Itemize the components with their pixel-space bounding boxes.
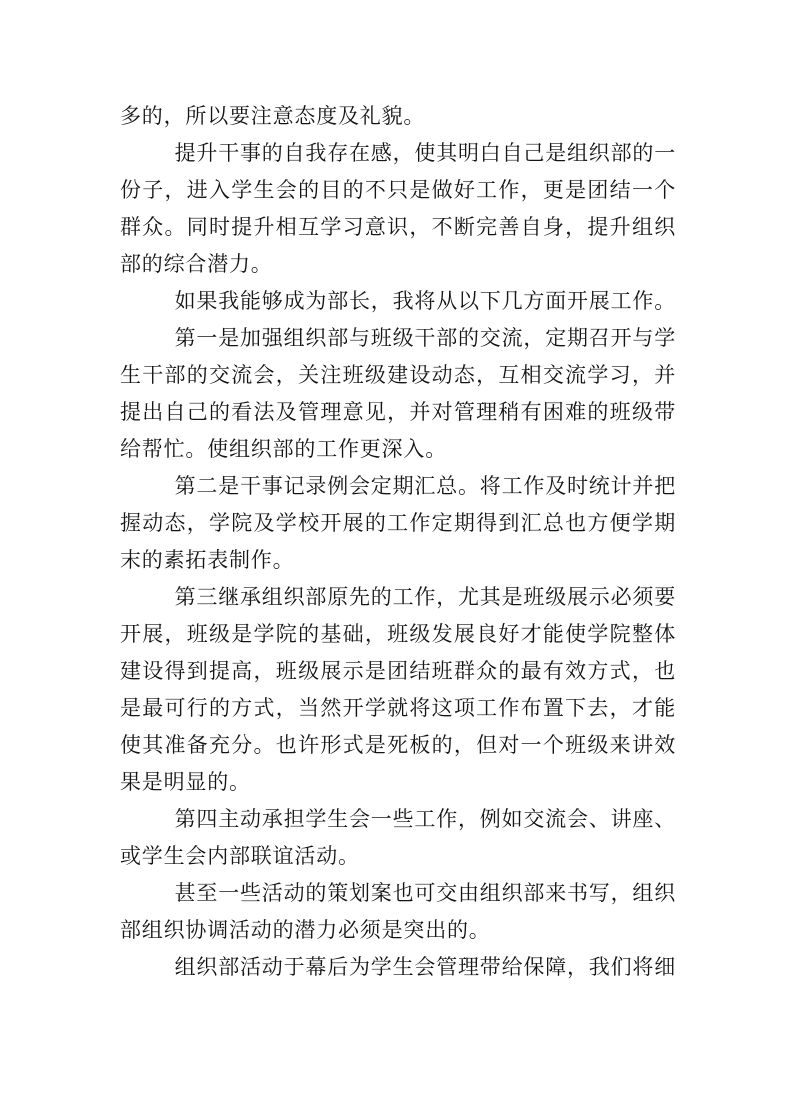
paragraph: 第二是干事记录例会定期汇总。将工作及时统计并把握动态，学院及学校开展的工作定期得到汇总也方便学期末的素拓表制作。 bbox=[120, 474, 676, 572]
paragraph: 如果我能够成为部长，我将从以下几方面开展工作。 bbox=[174, 289, 676, 313]
paragraph: 第四主动承担学生会一些工作，例如交流会、讲座、或学生会内部联谊活动。 bbox=[120, 807, 676, 868]
paragraph: 组织部活动于幕后为学生会管理带给保障，我们将细 bbox=[174, 955, 676, 979]
paragraph-continuation: 多的，所以要注意态度及礼貌。 bbox=[120, 104, 426, 128]
paragraph: 第一是加强组织部与班级干部的交流，定期召开与学生干部的交流会，关注班级建设动态，互相交流学习，并提出自己的看法及管理意见，并对管理稍有困难的班级带给帮忙。使组织部的工作更深入。 bbox=[120, 326, 676, 461]
paragraph: 甚至一些活动的策划案也可交由组织部来书写，组织部组织协调活动的潜力必须是突出的。 bbox=[120, 881, 676, 942]
paragraph: 第三继承组织部原先的工作，尤其是班级展示必须要开展，班级是学院的基础，班级发展良好才能使学院整体建设得到提高，班级展示是团结班群众的最有效方式，也是最可行的方式，当然开学就将这项工作布置下去，才能使其准备充分。也许形式是死板的，但对一个班级来讲效果是明显的。 bbox=[120, 585, 676, 794]
paragraph: 提升干事的自我存在感，使其明白自己是组织部的一份子，进入学生会的目的不只是做好工作，更是团结一个群众。同时提升相互学习意识，不断完善自身，提升组织部的综合潜力。 bbox=[120, 141, 676, 276]
body-text bbox=[120, 98, 676, 986]
